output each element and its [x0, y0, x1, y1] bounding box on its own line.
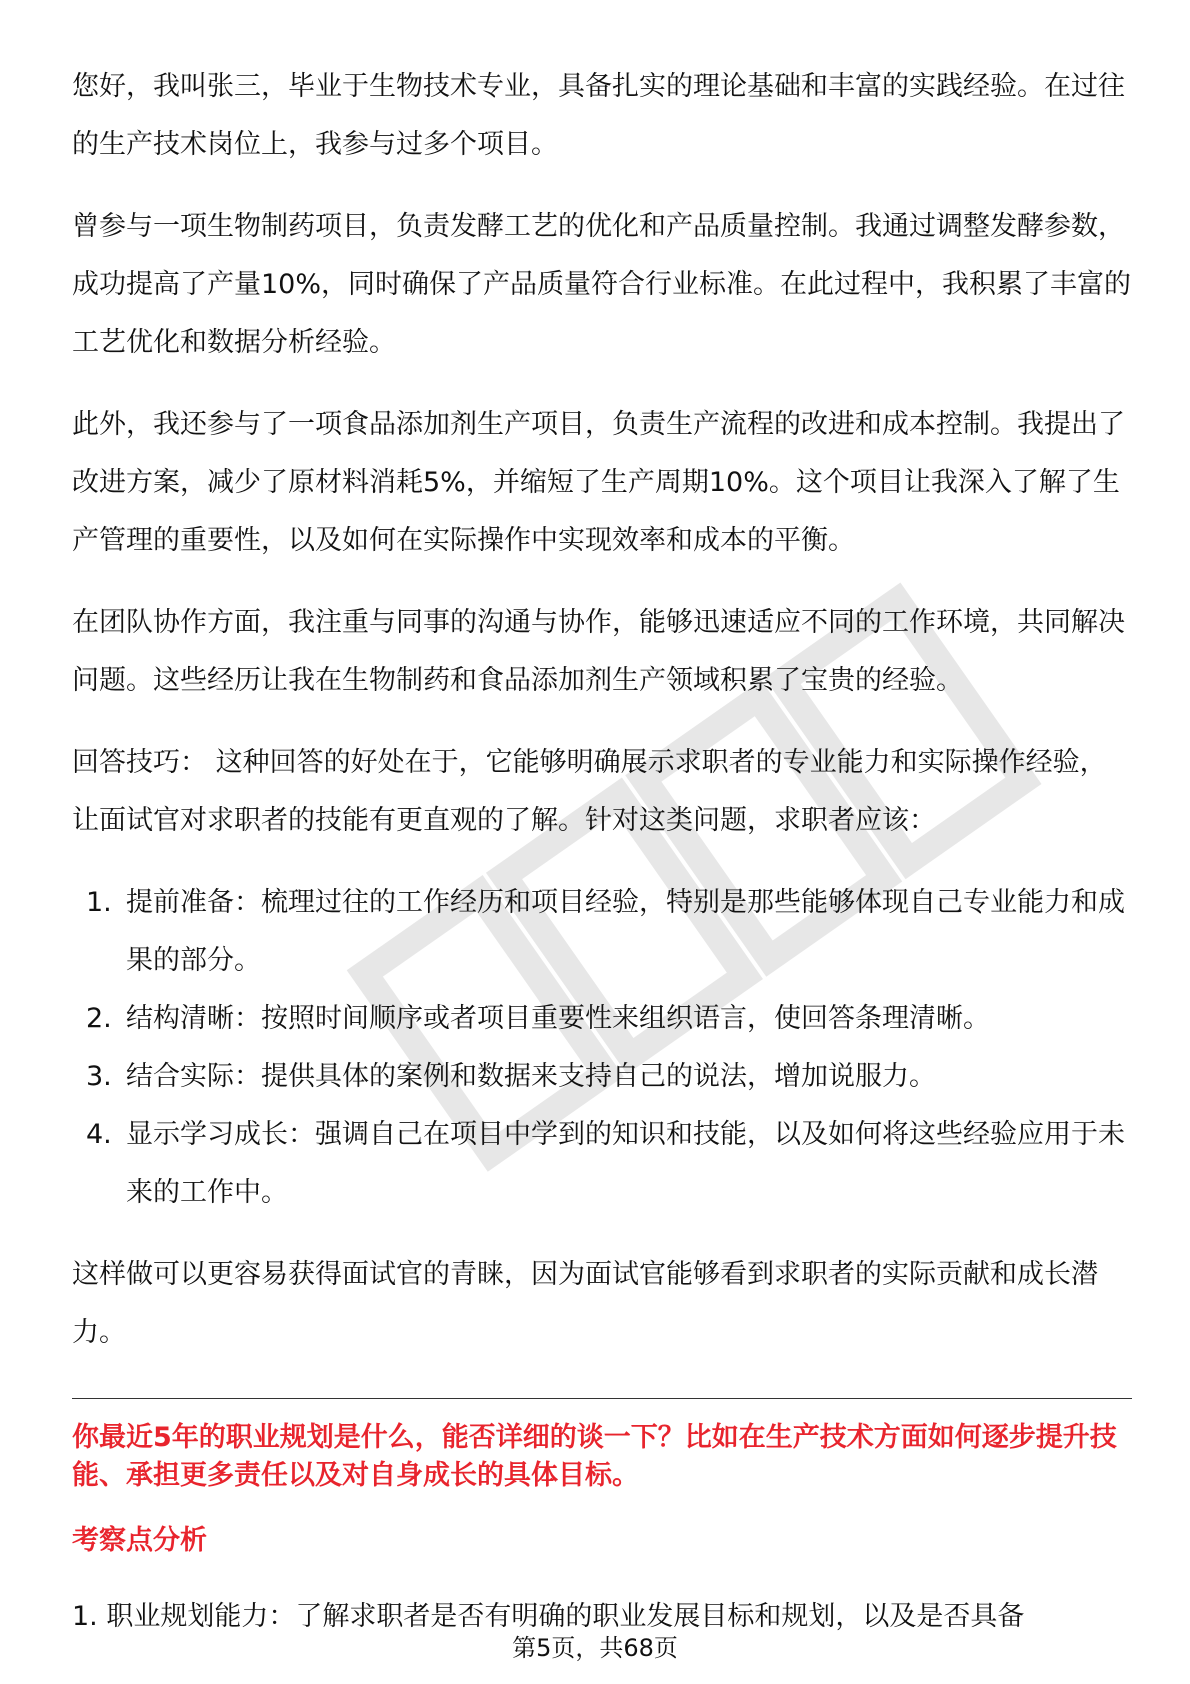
paragraph-intro: 您好，我叫张三，毕业于生物技术专业，具备扎实的理论基础和丰富的实践经验。在过往的生产技术岗位上，我参与过多个项目。 [72, 71, 1125, 160]
list-item [72, 1048, 1132, 1106]
interview-question: 你最近5年的职业规划是什么，能否详细的谈一下？比如在生产技术方面如何逐步提升技能、承担更多责任以及对自身成长的具体目标。 [72, 1422, 1117, 1491]
list-item [72, 1106, 1132, 1222]
list-item-text: 显示学习成长：强调自己在项目中学到的知识和技能，以及如何将这些经验应用于未来的工作中。 [126, 1119, 1125, 1208]
list-item-text: 提前准备：梳理过往的工作经历和项目经验，特别是那些能够体现自己专业能力和成果的部分。 [126, 887, 1125, 976]
paragraph-biopharma-project: 曾参与一项生物制药项目，负责发酵工艺的优化和产品质量控制。我通过调整发酵参数，成功提高了产量10%，同时确保了产品质量符合行业标准。在此过程中，我积累了丰富的工艺优化和数据分析经验。 [72, 211, 1132, 358]
list-item-number: 2. [86, 1003, 112, 1034]
paragraph-answer-tips: 回答技巧： 这种回答的好处在于，它能够明确展示求职者的专业能力和实际操作经验，让面试官对求职者的技能有更直观的了解。针对这类问题，求职者应该： [72, 747, 1107, 836]
list-item-number: 1. [86, 887, 112, 918]
list-item-number: 4. [86, 1119, 112, 1150]
tips-list [72, 874, 1132, 1222]
cut-off-text: 1. 职业规划能力：了解求职者是否有明确的职业发展目标和规划，以及是否具备 [72, 1601, 1025, 1632]
list-item-number: 3. [86, 1061, 112, 1092]
section-divider [72, 1398, 1132, 1399]
section-heading: 考察点分析 [72, 1525, 207, 1556]
list-item [72, 874, 1132, 990]
paragraph-conclusion: 这样做可以更容易获得面试官的青睐，因为面试官能够看到求职者的实际贡献和成长潜力。 [72, 1259, 1098, 1348]
list-item-text: 结构清晰：按照时间顺序或者项目重要性来组织语言，使回答条理清晰。 [126, 1003, 990, 1034]
document-body [72, 58, 1132, 1561]
list-item [72, 990, 1132, 1048]
page-number: 第5页，共68页 [506, 1634, 684, 1662]
page-footer [0, 1628, 1190, 1663]
list-item-text: 结合实际：提供具体的案例和数据来支持自己的说法，增加说服力。 [126, 1061, 936, 1092]
paragraph-teamwork: 在团队协作方面，我注重与同事的沟通与协作，能够迅速适应不同的工作环境，共同解决问题。这些经历让我在生物制药和食品添加剂生产领域积累了宝贵的经验。 [72, 607, 1125, 696]
paragraph-food-additive-project: 此外，我还参与了一项食品添加剂生产项目，负责生产流程的改进和成本控制。我提出了改进方案，减少了原材料消耗5%，并缩短了生产周期10%。这个项目让我深入了解了生产管理的重要性，以及如何在实际操作中实现效率和成本的平衡。 [72, 409, 1125, 556]
